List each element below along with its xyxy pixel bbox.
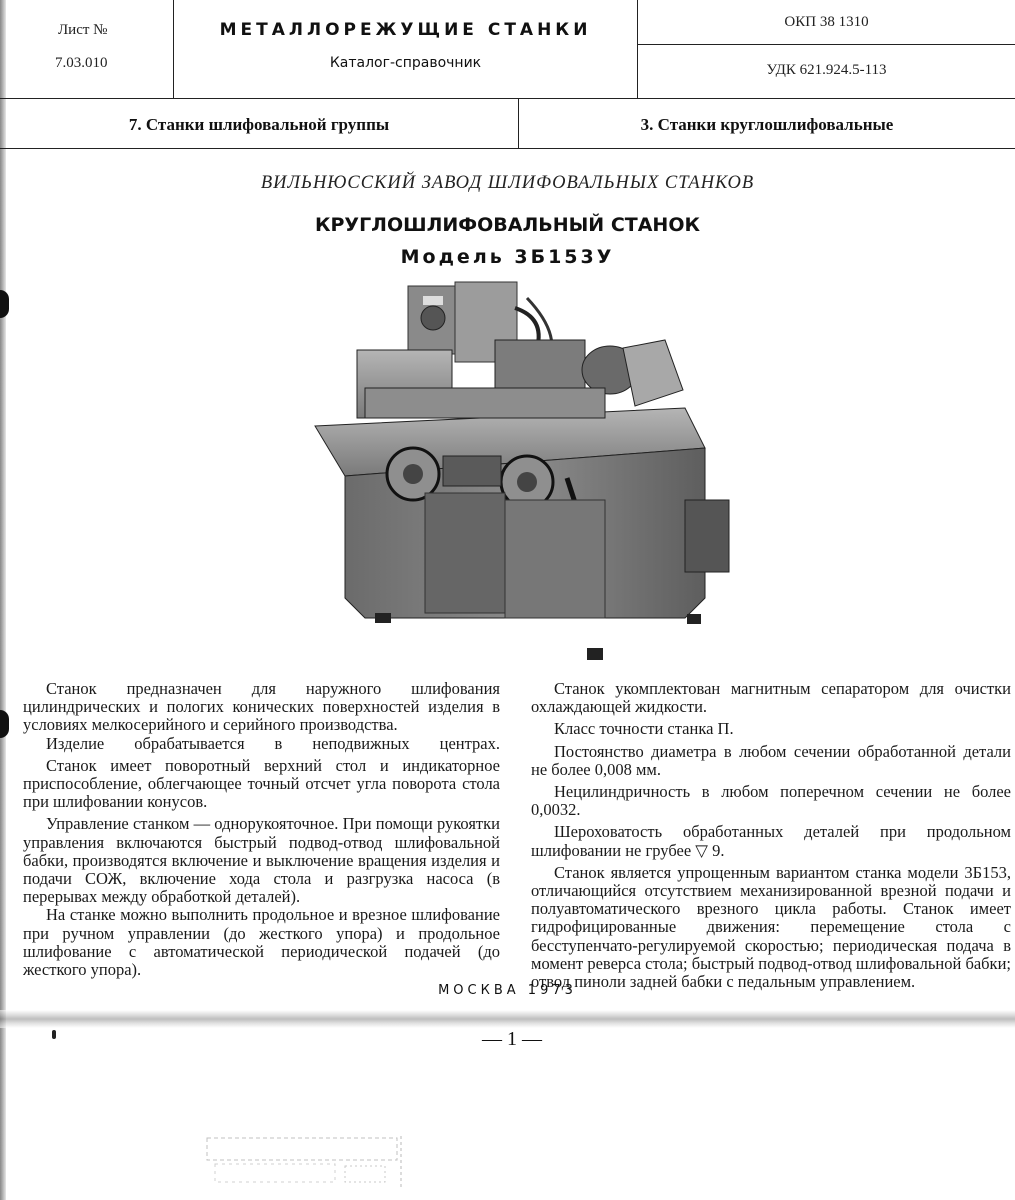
section-bottom-rule [0, 148, 1015, 149]
binding-hole-mark [0, 710, 9, 738]
header-divider [637, 44, 1015, 45]
factory-name: ВИЛЬНЮССКИЙ ЗАВОД ШЛИФОВАЛЬНЫХ СТАНКОВ [260, 173, 755, 193]
udk-code: УДК 621.924.5-113 [766, 62, 887, 78]
header-bottom-rule [0, 98, 1015, 99]
paragraph: Станок является упрощенным вариантом станка модели 3Б153, отличающийся отсутствием механизированной врезной подачи и полуавтоматического врезного цикла работы. Станок имеет гидрофицированные движения: перемещение стола с бесступенчато-регулируемой скоростью; периодическая подача в момент реверса стола; быстрый подвод-отвод шлифовальной бабки; отвод пиноли задней бабки с педальным управлением. [531, 862, 1011, 992]
paragraph: Нецилиндричность в любом поперечном сечении не более 0,0032. [531, 782, 1011, 820]
paragraph: Постоянство диаметра в любом сечении обработанной детали не более 0,008 мм. [531, 741, 1011, 779]
paragraph: Изделие обрабатывается в неподвижных центрах. [46, 733, 500, 753]
catalog-title: МЕТАЛЛОРЕЖУЩИЕ СТАНКИ [219, 20, 592, 40]
paragraph: Управление станком — однорукояточное. При помощи рукоятки управления включаются быстрый подвод-отвод шлифовальной бабки, производятся включение и выключение вращения изделия и подачи СОЖ, включение хода стола и разгрузка насоса (в перерывах между обработкой деталей). [23, 814, 500, 907]
sheet-number: 7.03.010 [55, 55, 108, 71]
section-left: 7. Станки шлифовальной группы [128, 115, 390, 134]
left-column-text [23, 680, 500, 979]
paragraph: Станок предназначен для наружного шлифования цилиндрических и пологих конических поверхностей изделия в условиях мелкосерийного и серийного производства. [23, 679, 500, 735]
page-number: — 1 — [482, 1028, 542, 1050]
library-stamp [205, 1130, 410, 1192]
paragraph: Станок укомплектован магнитным сепаратором для очистки охлаждающей жидкости. [531, 679, 1011, 717]
right-column-text [531, 680, 1011, 991]
paragraph: На станке можно выполнить продольное и врезное шлифование при ручном управлении (до жесткого упора) и продольное шлифование с автоматической периодической подачей (до жесткого упора). [23, 905, 500, 980]
okp-code: ОКП 38 1310 [784, 14, 869, 30]
machine-photo [305, 278, 745, 673]
ink-speck [52, 1030, 56, 1039]
paragraph: Станок имеет поворотный верхний стол и индикаторное приспособление, облегчающее точный отсчет угла поворота стола при шлифовании конусов. [23, 755, 500, 812]
machine-model: Модель 3Б153У [400, 246, 615, 268]
binding-hole-mark [0, 290, 9, 318]
paragraph: Шероховатость обработанных деталей при продольном шлифовании не грубее ▽ 9. [531, 822, 1011, 860]
paragraph: Класс точности станка П. [554, 719, 734, 739]
header-divider [173, 0, 174, 98]
section-right: 3. Станки круглошлифовальные [640, 115, 894, 134]
sheet-label: Лист № [58, 22, 108, 38]
publication-place-year: МОСКВА 1973 [438, 983, 577, 998]
scan-artifact-strip [0, 1010, 1015, 1028]
catalog-subtitle: Каталог-справочник [329, 55, 482, 71]
machine-title: КРУГЛОШЛИФОВАЛЬНЫЙ СТАНОК [314, 214, 701, 236]
